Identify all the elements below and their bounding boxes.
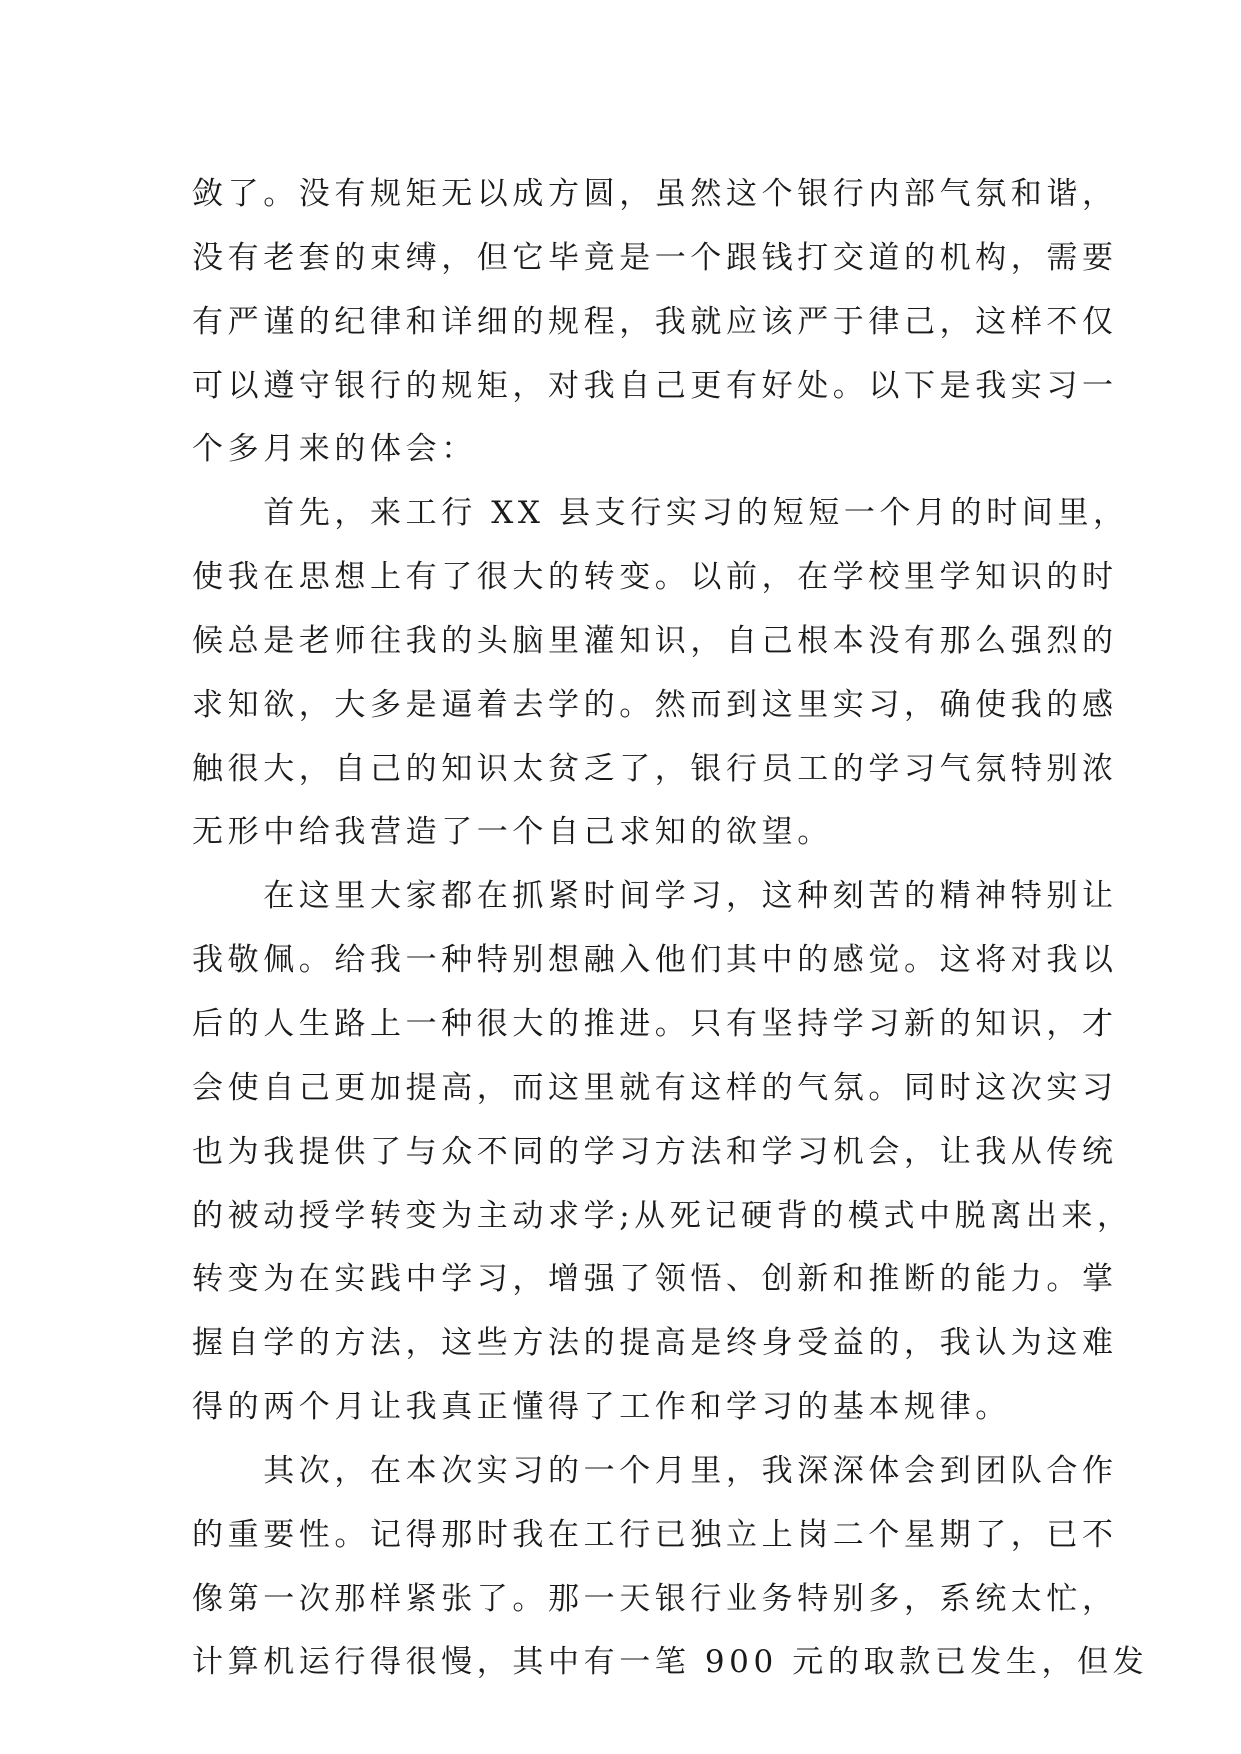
text-line: 也为我提供了与众不同的学习方法和学习机会，让我从传统 xyxy=(192,1133,1118,1170)
text-line: 有严谨的纪律和详细的规程，我就应该严于律己，这样不仅 xyxy=(192,303,1118,340)
text-line: 敛了。没有规矩无以成方圆，虽然这个银行内部气氛和谐， xyxy=(192,176,1118,212)
text-line: 无形中给我营造了一个自己求知的欲望。 xyxy=(192,814,833,851)
text-line: 其次，在本次实习的一个月里，我深深体会到团队合作 xyxy=(192,1452,1118,1489)
text-line: 首先，来工行 XX 县支行实习的短短一个月的时间里， xyxy=(192,495,1129,532)
text-line: 计算机运行得很慢，其中有一笔 900 元的取款已发生，但发 xyxy=(192,1644,1149,1681)
text-line: 后的人生路上一种很大的推进。只有坚持学习新的知识，才 xyxy=(192,1005,1118,1042)
text-line: 触很大，自己的知识太贫乏了，银行员工的学习气氛特别浓 xyxy=(192,750,1118,787)
text-line: 求知欲，大多是逼着去学的。然而到这里实习，确使我的感 xyxy=(192,686,1118,723)
text-line: 像第一次那样紧张了。那一天银行业务特别多，系统太忙， xyxy=(192,1580,1118,1617)
text-line: 转变为在实践中学习，增强了领悟、创新和推断的能力。掌 xyxy=(192,1261,1118,1298)
body-text xyxy=(192,163,1149,1695)
text-line: 我敬佩。给我一种特别想融入他们其中的感觉。这将对我以 xyxy=(192,942,1118,979)
text-line: 个多月来的体会： xyxy=(192,431,477,468)
text-line: 可以遵守银行的规矩，对我自己更有好处。以下是我实习一 xyxy=(192,367,1118,404)
text-line: 的被动授学转变为主动求学;从死记硬背的模式中脱离出来， xyxy=(192,1197,1133,1234)
text-line: 会使自己更加提高，而这里就有这样的气氛。同时这次实习 xyxy=(192,1069,1118,1106)
text-line: 在这里大家都在抓紧时间学习，这种刻苦的精神特别让 xyxy=(192,878,1118,915)
text-line: 握自学的方法，这些方法的提高是终身受益的，我认为这难 xyxy=(192,1325,1118,1362)
text-line: 候总是老师往我的头脑里灌知识，自己根本没有那么强烈的 xyxy=(192,622,1118,659)
text-line: 没有老套的束缚，但它毕竟是一个跟钱打交道的机构，需要 xyxy=(192,239,1118,276)
text-line: 得的两个月让我真正懂得了工作和学习的基本规律。 xyxy=(192,1389,1011,1426)
text-line: 使我在思想上有了很大的转变。以前，在学校里学知识的时 xyxy=(192,559,1118,596)
text-line: 的重要性。记得那时我在工行已独立上岗二个星期了，已不 xyxy=(192,1516,1118,1553)
